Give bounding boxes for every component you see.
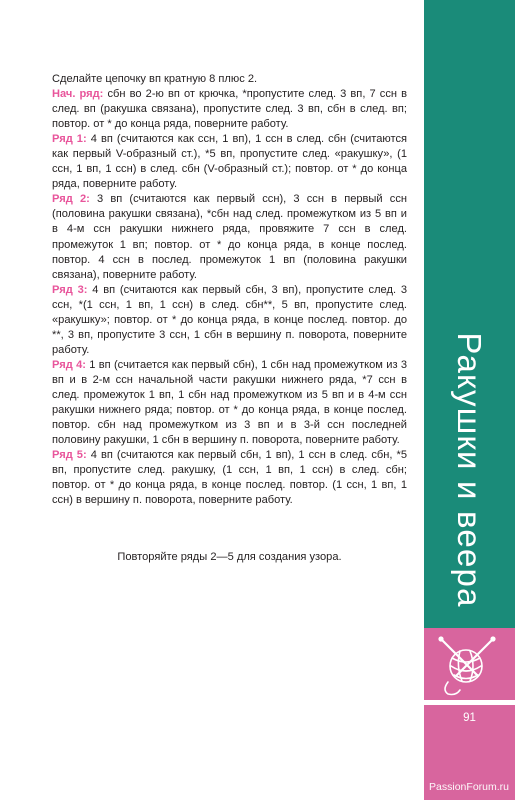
row-label: Ряд 4:	[52, 358, 86, 371]
row-label: Нач. ряд:	[52, 88, 104, 101]
row-label: Ряд 2:	[52, 193, 90, 206]
row-4	[52, 358, 407, 448]
row-text: сбн во 2-ю вп от крючка, *пропустите след. 3 вп, 7 ссн в след. вп (ракушка связана), пропустите след. 3 вп, сбн в след. вп; повтор. от * до конца ряда, поверните работу.	[52, 88, 407, 131]
row-label: Ряд 5:	[52, 449, 87, 462]
row-text: 3 вп (считаются как первый ссн), 3 ссн в первый ссн (половина ракушки связана), *сбн над след. промежутком из 5 вп и в 4-м ссн ракушки нижнего ряда, провяжите 7 ссн в след. промежуток 1 вп; повтор. от * до конца ряда, в конце послед. повтор. 4 ссн в послед. промежуток 1 вп (половина ракушки связана), поверните работу.	[52, 193, 407, 281]
intro-line: Сделайте цепочку вп кратную 8 плюс 2.	[52, 73, 258, 85]
row-text: 4 вп (считаются как ссн, 1 вп), 1 ссн в след. сбн (считаются как первый V-образный ст.), *5 вп, пропустите след. «ракушку», (1 ссн, 1 вп, 1 ссн) в след. сбн (V-образный ст.); повтор. от * до конца ряда, поверните работу.	[52, 133, 407, 191]
row-text: 4 вп (считаются как первый сбн, 3 вп), пропустите след. 3 ссн, *(1 ссн, 1 вп, 1 ссн) в след. сбн**, 5 вп, пропустите след. «ракушку»; повтор. от * до конца ряда, в конце послед. повтор. до **, 3 вп, пропустите 3 ссн, 1 сбн в вершину п. поворота, поверните работу.	[52, 283, 407, 356]
row-3	[52, 283, 407, 358]
watermark: PassionForum.ru	[429, 781, 509, 793]
row-label: Ряд 3:	[52, 283, 88, 296]
row-label: Ряд 1:	[52, 133, 87, 146]
repeat-note: Повторяйте ряды 2—5 для создания узора.	[117, 551, 342, 563]
page-number: 91	[463, 712, 476, 724]
row-text: 1 вп (считается как первый сбн), 1 сбн над промежутком из 3 вп и в 2-м ссн начальной части ракушки нижнего ряда, *7 ссн в след. промежуток 1 вп, 1 сбн над промежутком из 5 вп и в 4-м ссн ракушки нижнего ряда; повтор. от * до конца ряда, в конце послед. повтор. сбн над промежутком из 3 вп и в 3-й ссн последней половину ракушки, 1 сбн в вершину п. поворота, поверните работу.	[52, 358, 408, 447]
row-1	[52, 132, 407, 192]
pattern-instructions	[52, 72, 407, 508]
yarn-ball-with-needles-icon	[434, 636, 500, 698]
row-start	[52, 87, 407, 132]
row-text: 4 вп (считаются как первый сбн, 1 вп), 1 ссн в след. сбн, *5 вп, пропустите след. ракушку, (1 ссн, 1 вп, 1 ссн) в след. сбн; повтор. от * до конца ряда, в конце послед. повтор. (1 ссн, 1 вп, 1 ссн) в вершину п. поворота, поверните работу.	[52, 449, 408, 507]
row-5	[52, 448, 407, 508]
row-2	[52, 192, 407, 282]
chapter-title: Ракушки и веера	[451, 332, 488, 608]
